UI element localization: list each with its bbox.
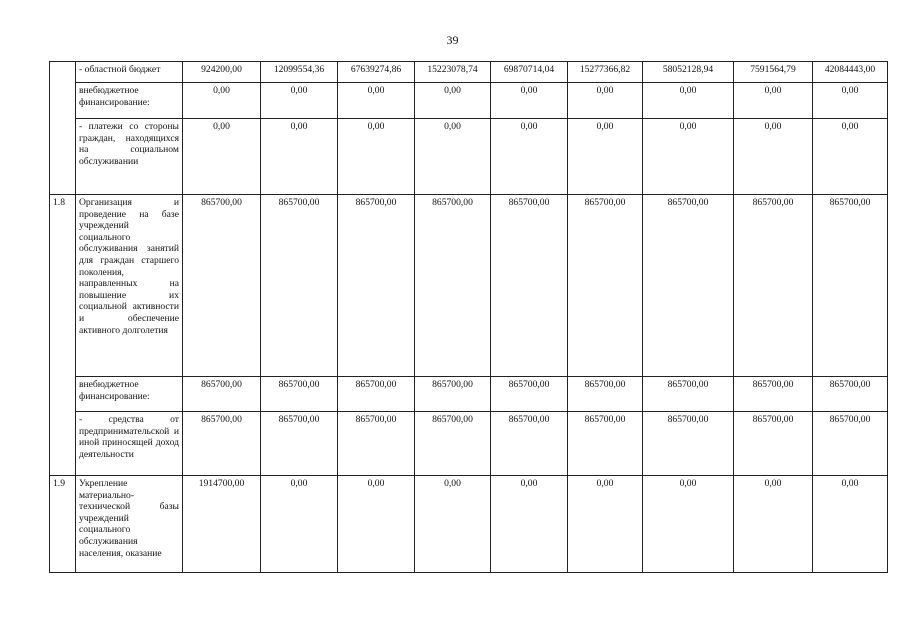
value-cell: 0,00 — [813, 476, 888, 573]
value-cell: 865700,00 — [643, 377, 734, 412]
value-cell: 0,00 — [415, 476, 491, 573]
value-cell: 0,00 — [261, 83, 338, 119]
value-cell: 865700,00 — [813, 377, 888, 412]
value-cell: 0,00 — [415, 119, 491, 195]
value-cell: 0,00 — [813, 83, 888, 119]
value-cell: 0,00 — [261, 119, 338, 195]
value-cell: 7591564,79 — [734, 62, 813, 83]
value-cell: 865700,00 — [183, 195, 261, 377]
value-cell: 865700,00 — [338, 412, 415, 476]
table-row — [50, 195, 888, 377]
value-cell: 0,00 — [643, 476, 734, 573]
value-cell: 865700,00 — [813, 195, 888, 377]
table-row — [50, 83, 888, 119]
row-number: 1.8 — [50, 195, 76, 476]
value-cell: 865700,00 — [261, 412, 338, 476]
value-cell: 865700,00 — [338, 377, 415, 412]
value-cell: 865700,00 — [491, 195, 568, 377]
value-cell: 0,00 — [643, 83, 734, 119]
budget-table — [49, 61, 888, 573]
value-cell: 865700,00 — [643, 195, 734, 377]
value-cell: 12099554,36 — [261, 62, 338, 83]
table-row — [50, 476, 888, 573]
value-cell: 865700,00 — [734, 195, 813, 377]
value-cell: 0,00 — [183, 83, 261, 119]
value-cell: 865700,00 — [183, 412, 261, 476]
value-cell: 0,00 — [183, 119, 261, 195]
row-description: Организация и проведение на базе учреждений социального обслуживания занятий для граждан старшего поколения, направленных на повышение их социальной активности и обеспечение активного долголетия — [76, 195, 183, 377]
value-cell: 865700,00 — [491, 377, 568, 412]
row-description: внебюджетное финансирование: — [76, 83, 183, 119]
table-row — [50, 62, 888, 83]
value-cell: 0,00 — [813, 119, 888, 195]
value-cell: 0,00 — [491, 476, 568, 573]
row-description: - областной бюджет — [76, 62, 183, 83]
row-description: Укрепление материально-технической базы учреждений социального обслуживания населения, оказание — [76, 476, 183, 573]
value-cell: 0,00 — [338, 83, 415, 119]
value-cell: 0,00 — [338, 476, 415, 573]
value-cell: 67639274,86 — [338, 62, 415, 83]
value-cell: 0,00 — [338, 119, 415, 195]
value-cell: 865700,00 — [415, 195, 491, 377]
row-number — [50, 62, 76, 195]
value-cell: 865700,00 — [734, 377, 813, 412]
row-description: - средства от предпринимательской и иной приносящей доход деятельности — [76, 412, 183, 476]
value-cell: 0,00 — [734, 119, 813, 195]
value-cell: 0,00 — [261, 476, 338, 573]
value-cell: 69870714,04 — [491, 62, 568, 83]
value-cell: 865700,00 — [734, 412, 813, 476]
value-cell: 865700,00 — [568, 412, 643, 476]
value-cell: 865700,00 — [491, 412, 568, 476]
value-cell: 15223078,74 — [415, 62, 491, 83]
table-row — [50, 119, 888, 195]
value-cell: 865700,00 — [261, 377, 338, 412]
value-cell: 865700,00 — [261, 195, 338, 377]
value-cell: 865700,00 — [568, 377, 643, 412]
value-cell: 0,00 — [568, 83, 643, 119]
value-cell: 15277366,82 — [568, 62, 643, 83]
value-cell: 1914700,00 — [183, 476, 261, 573]
value-cell: 865700,00 — [415, 412, 491, 476]
value-cell: 924200,00 — [183, 62, 261, 83]
value-cell: 0,00 — [568, 119, 643, 195]
value-cell: 0,00 — [568, 476, 643, 573]
value-cell: 865700,00 — [338, 195, 415, 377]
value-cell: 865700,00 — [813, 412, 888, 476]
value-cell: 58052128,94 — [643, 62, 734, 83]
value-cell: 0,00 — [491, 119, 568, 195]
row-description: - платежи со стороны граждан, находящихся на социальном обслуживании — [76, 119, 183, 195]
value-cell: 0,00 — [491, 83, 568, 119]
row-description: внебюджетное финансирование: — [76, 377, 183, 412]
value-cell: 0,00 — [415, 83, 491, 119]
value-cell: 865700,00 — [415, 377, 491, 412]
table-row — [50, 412, 888, 476]
row-number: 1.9 — [50, 476, 76, 573]
value-cell: 0,00 — [734, 476, 813, 573]
value-cell: 865700,00 — [183, 377, 261, 412]
value-cell: 0,00 — [734, 83, 813, 119]
value-cell: 0,00 — [643, 119, 734, 195]
value-cell: 865700,00 — [568, 195, 643, 377]
page-number: 39 — [446, 33, 459, 47]
value-cell: 42084443,00 — [813, 62, 888, 83]
table-row — [50, 377, 888, 412]
value-cell: 865700,00 — [643, 412, 734, 476]
table-body — [50, 62, 888, 573]
